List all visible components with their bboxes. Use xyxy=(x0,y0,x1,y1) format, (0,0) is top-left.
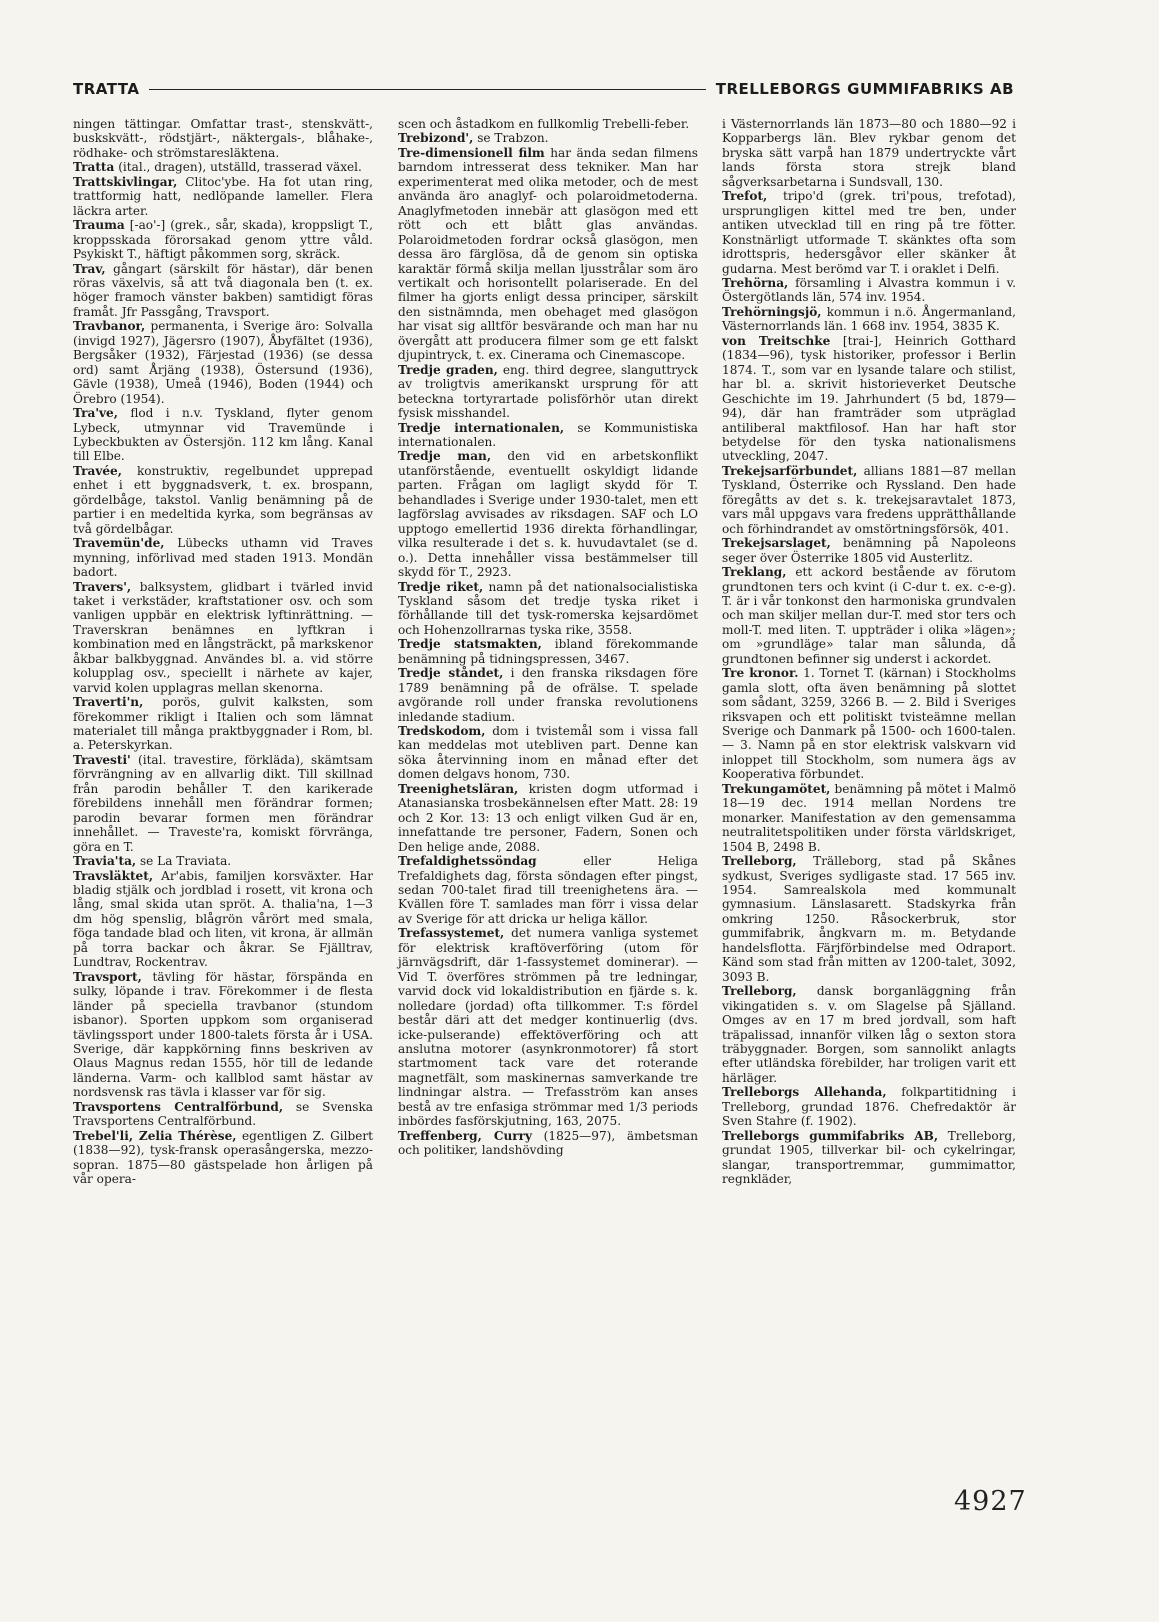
running-head-rule xyxy=(149,89,705,90)
entry xyxy=(398,1129,698,1158)
entry-headword: Trefassystemet, xyxy=(398,926,505,941)
entry xyxy=(73,464,373,536)
entry xyxy=(398,580,698,638)
entry xyxy=(73,160,373,174)
entry-headword: Trehörningsjö, xyxy=(722,304,822,319)
entry xyxy=(722,464,1016,536)
entry-text: namn på det nationalsocialistiska Tyskland såsom det tredje tyska riket i förhållande till det tysk-romerska kejsardömet och Hohenzollrarnas tyska rike, 3558. xyxy=(398,579,698,637)
entry xyxy=(73,1100,373,1129)
column-2 xyxy=(398,117,698,1158)
entry-headword: Travée, xyxy=(73,463,122,478)
entry-text: tävling för hästar, förspända en sulky, löpande i trav. Förekommer i de flesta länder på speciella travbanor (stundom isbanor). Sporten uppkom som organiserad tävlingssport under 1800-talets första år i USA. Sverige, där kappkörning finns beskriven av Olaus Magnus redan 1555, hör till de ledande länderna. Varm- och kallblod samt hästar av nordsvensk ras tävla i klasser var för sig. xyxy=(73,969,373,1100)
running-head-right: TRELLEBORGS GUMMIFABRIKS AB xyxy=(715,80,1014,98)
entry-text: dom i tvistemål som i vissa fall kan meddelas mot utebliven part. Denne kan söka återvinning inom en månad efter det domen delgavs honom, 730. xyxy=(398,724,698,782)
entry-headword: Treklang, xyxy=(722,565,787,580)
running-head-left: TRATTA xyxy=(73,80,140,98)
entry-headword: Trebizond', xyxy=(398,131,474,146)
column-3 xyxy=(722,117,1016,1187)
entry xyxy=(73,319,373,406)
entry-text: folkpartitidning i Trelleborg, grundad 1876. Chefredaktör är Sven Stahre (f. 1902). xyxy=(722,1085,1016,1129)
entry xyxy=(73,1129,373,1187)
entry-text: konstruktiv, regelbundet upprepad enhet i ett byggnadsverk, t. ex. brospann, gördelbåge, takstol. Vanlig benämning på de partier i en medeltida kyrka, som begränsas av två gördelbågar. xyxy=(73,463,373,536)
entry xyxy=(722,984,1016,1085)
entry-text: benämning på mötet i Malmö 18—19 dec. 1914 mellan Nordens tre monarker. Manifestation av den gemensamma neutralitetspolitiken under första världskriget, 1504 B, 2498 B. xyxy=(722,781,1016,854)
entry-text: [-ao'-] (grek., sår, skada), kroppsligt T., kroppsskada förorsakad genom yttre våld. Psykiskt T., häftigt påkommen sorg, skräck. xyxy=(73,218,373,262)
entry xyxy=(398,117,698,131)
entry-text: Lübecks uthamn vid Traves mynning, införlivad med staden 1913. Mondän badort. xyxy=(73,536,373,580)
entry-headword: Travia'ta, xyxy=(73,854,137,869)
entry xyxy=(722,1129,1016,1187)
entry xyxy=(398,421,698,450)
entry xyxy=(722,276,1016,305)
entry xyxy=(73,218,373,261)
entry-text: Clitoc'ybe. Ha fot utan ring, trattformig hatt, nedlöpande lameller. Flera läckra arter. xyxy=(73,174,373,218)
entry-text: [trai-], Heinrich Gotthard (1834—96), tysk historiker, professor i Berlin 1874. T., som var en lysande talare och stilist, har bl. a. skrivit historieverket Deutsche Geschichte im 19. Jahrhundert (5 bd, 1879—94), där han framträder som utpräglad antiliberal maktfilosof. Han har haft stor betydelse för den tyska nationalismens utveckling, 2047. xyxy=(722,333,1016,464)
entry-headword: Trelleborgs Allehanda, xyxy=(722,1085,887,1100)
entry-headword: Trekungamötet, xyxy=(722,781,831,796)
entry-headword: Tredje graden, xyxy=(398,362,498,377)
entry-text: eller Heliga Trefaldighets dag, första söndagen efter pingst, sedan 700-talet firad till treenighetens ära. — Kvällen före T. samlades man förr i vissa delar av Sverige för att dricka ur heliga källor. xyxy=(398,854,698,926)
entry xyxy=(398,131,698,145)
entry-headword: Treffenberg, Curry xyxy=(398,1128,533,1143)
entry-headword: Tratta xyxy=(73,160,115,175)
entry-text: flod i n.v. Tyskland, flyter genom Lybeck, utmynnar vid Travemünde i Lybeckbukten av Östersjön. 112 km lång. Kanal till Elbe. xyxy=(73,406,373,464)
entry-headword: Tredje internationalen, xyxy=(398,420,565,435)
entry-text: ibland förekommande benämning på tidningspressen, 3467. xyxy=(398,637,699,666)
entry-text: (1825—97), ämbetsman och politiker, landshövding xyxy=(398,1128,699,1158)
entry-text: porös, gulvit kalksten, som förekommer rikligt i Italien och som lämnat materialet till många praktbyggnader i Rom, bl. a. Peterskyrkan. xyxy=(73,695,373,753)
entry-text: det numera vanliga systemet för elektrisk kraftöverföring (utom för järnvägsdrift, där 1-fassystemet dominerar). — Vid T. överföres strömmen på tre ledningar, varvid dock vid lokaldistribution en fjärde s. k. nolledare (jordad) ofta tillkommer. T:s fördel består däri att det medger kontinuerlig (dvs. icke-pulserande) effektöverföring och att anslutna motorer (asynkronmotorer) få stort startmoment tack vare det roterande magnetfält, som maskinernas samverkande tre lindningar alstra. — Trefasström kan anses bestå av tre enfasiga strömmar med 1/3 periods inbördes fasförskjutning, 163, 2075. xyxy=(398,926,698,1129)
entry-headword: Trauma xyxy=(73,218,125,233)
entry xyxy=(398,782,698,854)
entry-text: eng. third degree, slanguttryck av troligtvis amerikanskt ursprung för att beteckna tortyrartade polisförhör utan direkt fysisk misshandel. xyxy=(398,362,698,421)
entry-text: gångart (särskilt för hästar), där benen röras växelvis, så att två diagonala ben (t. ex. höger framoch vänster bakben) samtidigt föras framåt. Jfr Passgång, Travsport. xyxy=(73,261,373,319)
entry-headword: Trattskivlingar, xyxy=(73,174,178,189)
entry-text: i Västernorrlands län 1873—80 och 1880—92 i Kopparbergs län. Blev rykbar genom det bryska sätt varpå han 1879 undertryckte vårt lands första stora strejk bland sågverksarbetarna i Sundsvall, 130. xyxy=(722,117,1016,189)
entry-text: benämning på Napoleons seger över Österrike 1805 vid Austerlitz. xyxy=(722,536,1016,565)
entry-text: tripo'd (grek. tri'pous, trefotad), ursprungligen kittel med tre ben, under antiken utvecklad till en ring på tre fötter. Konstnärligt utformade T. skänktes ofta som idrottspris, hedersgåvor eller skänker åt gudarna. Mest berömd var T. i oraklet i Delfi. xyxy=(722,189,1016,276)
entry-headword: Tredje man, xyxy=(398,449,492,464)
entry-headword: Treenighetsläran, xyxy=(398,781,519,796)
entry-text: församling i Alvastra kommun i v. Östergötlands län, 574 inv. 1954. xyxy=(722,275,1016,305)
entry-headword: Trefot, xyxy=(722,189,768,204)
entry-headword: von Treitschke xyxy=(722,333,831,348)
entry xyxy=(398,854,698,926)
entry-text: kommun i n.ö. Ångermanland, Västernorrlands län. 1 668 inv. 1954, 3835 K. xyxy=(722,304,1016,334)
entry xyxy=(398,637,698,666)
entry-text: ett ackord bestående av förutom grundtonen ters och kvint (i C-dur t. ex. c-e-g). T. är i vår tonkonst den harmoniska grundvalen och man skiljer mellan dur-T. med stor ters och moll-T. med liten. T. uppträder i olika »lägen»; om »grundläge» talar man sålunda, då grundtonen befinner sig underst i ackordet. xyxy=(722,565,1016,666)
entry-text: se Svenska Travsportens Centralförbund. xyxy=(73,1099,373,1129)
entry-text: dansk borganläggning från vikingatiden s. v. om Slagelse på Själland. Omges av en 17 m bred jordvall, som haft träpalissad, innanför vilken låg o sexton stora träbyggnader. Borgen, som sannolikt anlagts efter utländska förebilder, har troligen varit ett härläger. xyxy=(722,984,1016,1085)
running-head xyxy=(73,78,1014,100)
entry-text: Trälleborg, stad på Skånes sydkust, Sveriges sydligaste stad. 17 565 inv. 1954. Samrealskola med kommunalt gymnasium. Länslasarett. Stadskyrka från omkring 1250. Råsockerbruk, stor gummifabrik, ångkvarn m. m. Betydande handelsflotta. Färjförbindelse med Odraport. Känd som stad från mitten av 1200-talet, 3092, 3093 B. xyxy=(722,854,1016,984)
entry xyxy=(73,970,373,1100)
entry-headword: Travemün'de, xyxy=(73,536,165,551)
entry xyxy=(722,334,1016,464)
entry-text: (ital., dragen), utställd, trasserad växel. xyxy=(114,160,362,175)
entry-headword: Tre kronor. xyxy=(722,666,799,681)
entry xyxy=(722,536,1016,565)
entry-headword: Trekejsarförbundet, xyxy=(722,463,858,478)
entry xyxy=(73,695,373,753)
entry-text: kristen dogm utformad i Atanasianska trosbekännelsen efter Matt. 28: 19 och 2 Kor. 13: 13 och enligt vilken Gud är en, innefattande tre personer, Fadern, Sonen och Den helige ande, 2088. xyxy=(398,781,698,854)
entry-headword: Trelleborg, xyxy=(722,984,797,999)
page-number: 4927 xyxy=(954,1486,1027,1517)
entry-headword: Travers', xyxy=(73,579,132,594)
entry-text: se Kommunistiska internationalen. xyxy=(398,420,698,449)
entry-text: (ital. travestire, förkläda), skämtsam förvrängning av en allvarlig dikt. Till skillnad från parodin behåller T. den karikerade förebildens innehåll men förändrar formen; parodin bevarar formen men förändrar innehållet. — Traveste'ra, komiskt förvränga, göra en T. xyxy=(73,752,373,854)
entry-headword: Trebel'li, Zelia Thérèse, xyxy=(73,1128,237,1143)
column-1 xyxy=(73,117,373,1187)
entry-text: den vid en arbetskonflikt utanförstående, eventuellt oskyldigt lidande parten. Frågan om lagligt skydd för T. behandlades i Sverige under 1930-talet, men ett lagförslag avvisades av riksdagen. SAF och LO upptogo emellertid 1936 direkta förhandlingar, vilka resulterade i det s. k. huvudavtalet (se d. o.). Detta innehåller vissa bestämmelser till skydd för T., 2923. xyxy=(398,449,698,580)
entry-text: har ända sedan filmens barndom intresserat dess tekniker. Man har experimenterat med olika metoder, och de mest använda äro anaglyf- och polaroidmetoderna. Anaglyfmetoden innebär att glasögon med ett rött och ett blått glas användas. Polaroidmetoden fordrar också glasögon, men dessa äro färglösa, då de genom sin optiska karaktär förmå skilja mellan ljusstrålar som äro vertikalt och horisontellt polariserade. En del filmer ha gjorts enligt dessa principer, särskilt den sistnämnda, men obehaget med glasögon har visat sig alltför besvärande och man har nu övergått att producera filmer som ge ett falskt djupintryck, t. ex. Cinerama och Cinemascope. xyxy=(398,145,698,363)
entry xyxy=(398,926,698,1128)
entry xyxy=(73,175,373,218)
entry-headword: Trav, xyxy=(73,261,106,276)
entry-headword: Travsportens Centralförbund, xyxy=(73,1099,284,1114)
entry-text: allians 1881—87 mellan Tyskland, Österrike och Ryssland. Den hade föregåtts av det s. k. trekejsaravtalet 1873, vars mål uppgavs vara fredens upprätthållande och förhindrandet av omstörtningsförsök, 401. xyxy=(722,463,1016,536)
entry xyxy=(398,666,698,724)
entry xyxy=(398,363,698,421)
entry-text: Ar'abis, familjen korsväxter. Har bladig stjälk och jordblad i rosett, vit krona och lång, smal skida utan spröt. A. thalia'na, 1—3 dm hög spenslig, blågrön vårört med smala, föga tandade blad och liten, vit krona, är allmän på torra backar och åkrar. Se Fjälltrav, Lundtrav, Rockentrav. xyxy=(73,868,373,970)
entry-text: ningen tättingar. Omfattar trast-, stenskvätt-, buskskvätt-, rödstjärt-, näktergals-, blåhake-, rödhake- och strömstaresläktena. xyxy=(73,117,373,160)
entry-text: i den franska riksdagen före 1789 benämning på de ofrälse. T. spelade avgörande roll under franska revolutionens inledande stadium. xyxy=(398,666,698,724)
entry-text: balksystem, glidbart i tvärled invid taket i verkstäder, kraftstationer osv. och som vanligen uppbär en elektrisk lyftinrättning. — Traverskran benämnes en lyftkran i kombination med en långsträckt, på markskenor åkbar balkbyggnad. Användes bl. a. vid större kolupplag osv., speciellt i närhete av kajer, varvid kolen upplagras mellan skenorna. xyxy=(73,579,373,695)
entry-headword: Trekejsarslaget, xyxy=(722,536,831,551)
entry-headword: Tre-dimensionell film xyxy=(398,145,545,160)
entry-headword: Tredje statsmakten, xyxy=(398,637,542,652)
entry xyxy=(722,666,1016,782)
entry xyxy=(398,724,698,782)
entry-headword: Traverti'n, xyxy=(73,695,144,710)
entry-headword: Travesti' xyxy=(73,752,131,767)
entry-text: permanenta, i Sverige äro: Solvalla (invigd 1927), Jägersro (1907), Åbyfältet (1936), Bergsåker (1932), Färjestad (1936) (se dessa ord) samt Årjäng (1938), Östersund (1936), Gävle (1938), Umeå (1946), Boden (1944) och Örebro (1954). xyxy=(73,319,373,406)
entry xyxy=(73,753,373,854)
entry-text: 1. Tornet T. (kärnan) i Stockholms gamla slott, ofta även benämning på slottet som sådant, 3259, 3266 B. — 2. Bild i Sveriges riksvapen och ett politiskt tvisteämne mellan Sverige och Danmark på 1500- och 1600-talen. — 3. Namn på en stor elektrisk valskvarn vid inloppet till Stockholm, som numera ägs av Kooperativa förbundet. xyxy=(722,666,1016,782)
entry-headword: Trehörna, xyxy=(722,275,789,290)
entry xyxy=(722,1085,1016,1128)
entry-headword: Tra've, xyxy=(73,406,118,421)
entry-text: scen och åstadkom en fullkomlig Trebelli-feber. xyxy=(398,117,690,131)
entry-text: se La Traviata. xyxy=(136,854,232,869)
entry-headword: Tredskodom, xyxy=(398,724,486,739)
entry-headword: Tredje ståndet, xyxy=(398,666,504,681)
entry xyxy=(73,854,373,868)
entry-headword: Trefaldighetssöndag xyxy=(398,854,537,869)
entry-text: Trelleborg, grundat 1905, tillverkar bil- och cykelringar, slangar, transportremmar, gummimattor, regnkläder, xyxy=(722,1128,1016,1187)
entry xyxy=(722,565,1016,666)
entry-text: egentligen Z. Gilbert (1838—92), tysk-fransk operasångerska, mezzo-sopran. 1875—80 gästspelade hon årligen på vår opera- xyxy=(73,1128,374,1187)
entry xyxy=(73,536,373,579)
entry xyxy=(73,406,373,464)
entry xyxy=(722,305,1016,334)
entry xyxy=(398,146,698,363)
entry xyxy=(398,449,698,579)
entry-headword: Travsport, xyxy=(73,969,142,984)
entry xyxy=(722,189,1016,276)
entry-headword: Travsläktet, xyxy=(73,868,154,883)
entry-headword: Travbanor, xyxy=(73,319,146,334)
entry xyxy=(73,262,373,320)
entry-text: se Trabzon. xyxy=(473,131,549,146)
entry xyxy=(722,117,1016,189)
entry xyxy=(73,580,373,696)
entry-headword: Tredje riket, xyxy=(398,579,484,594)
entry xyxy=(722,782,1016,854)
entry-headword: Trelleborgs gummifabriks AB, xyxy=(722,1128,939,1143)
entry-headword: Trelleborg, xyxy=(722,854,797,869)
entry xyxy=(73,117,373,160)
entry xyxy=(73,869,373,970)
entry xyxy=(722,854,1016,984)
